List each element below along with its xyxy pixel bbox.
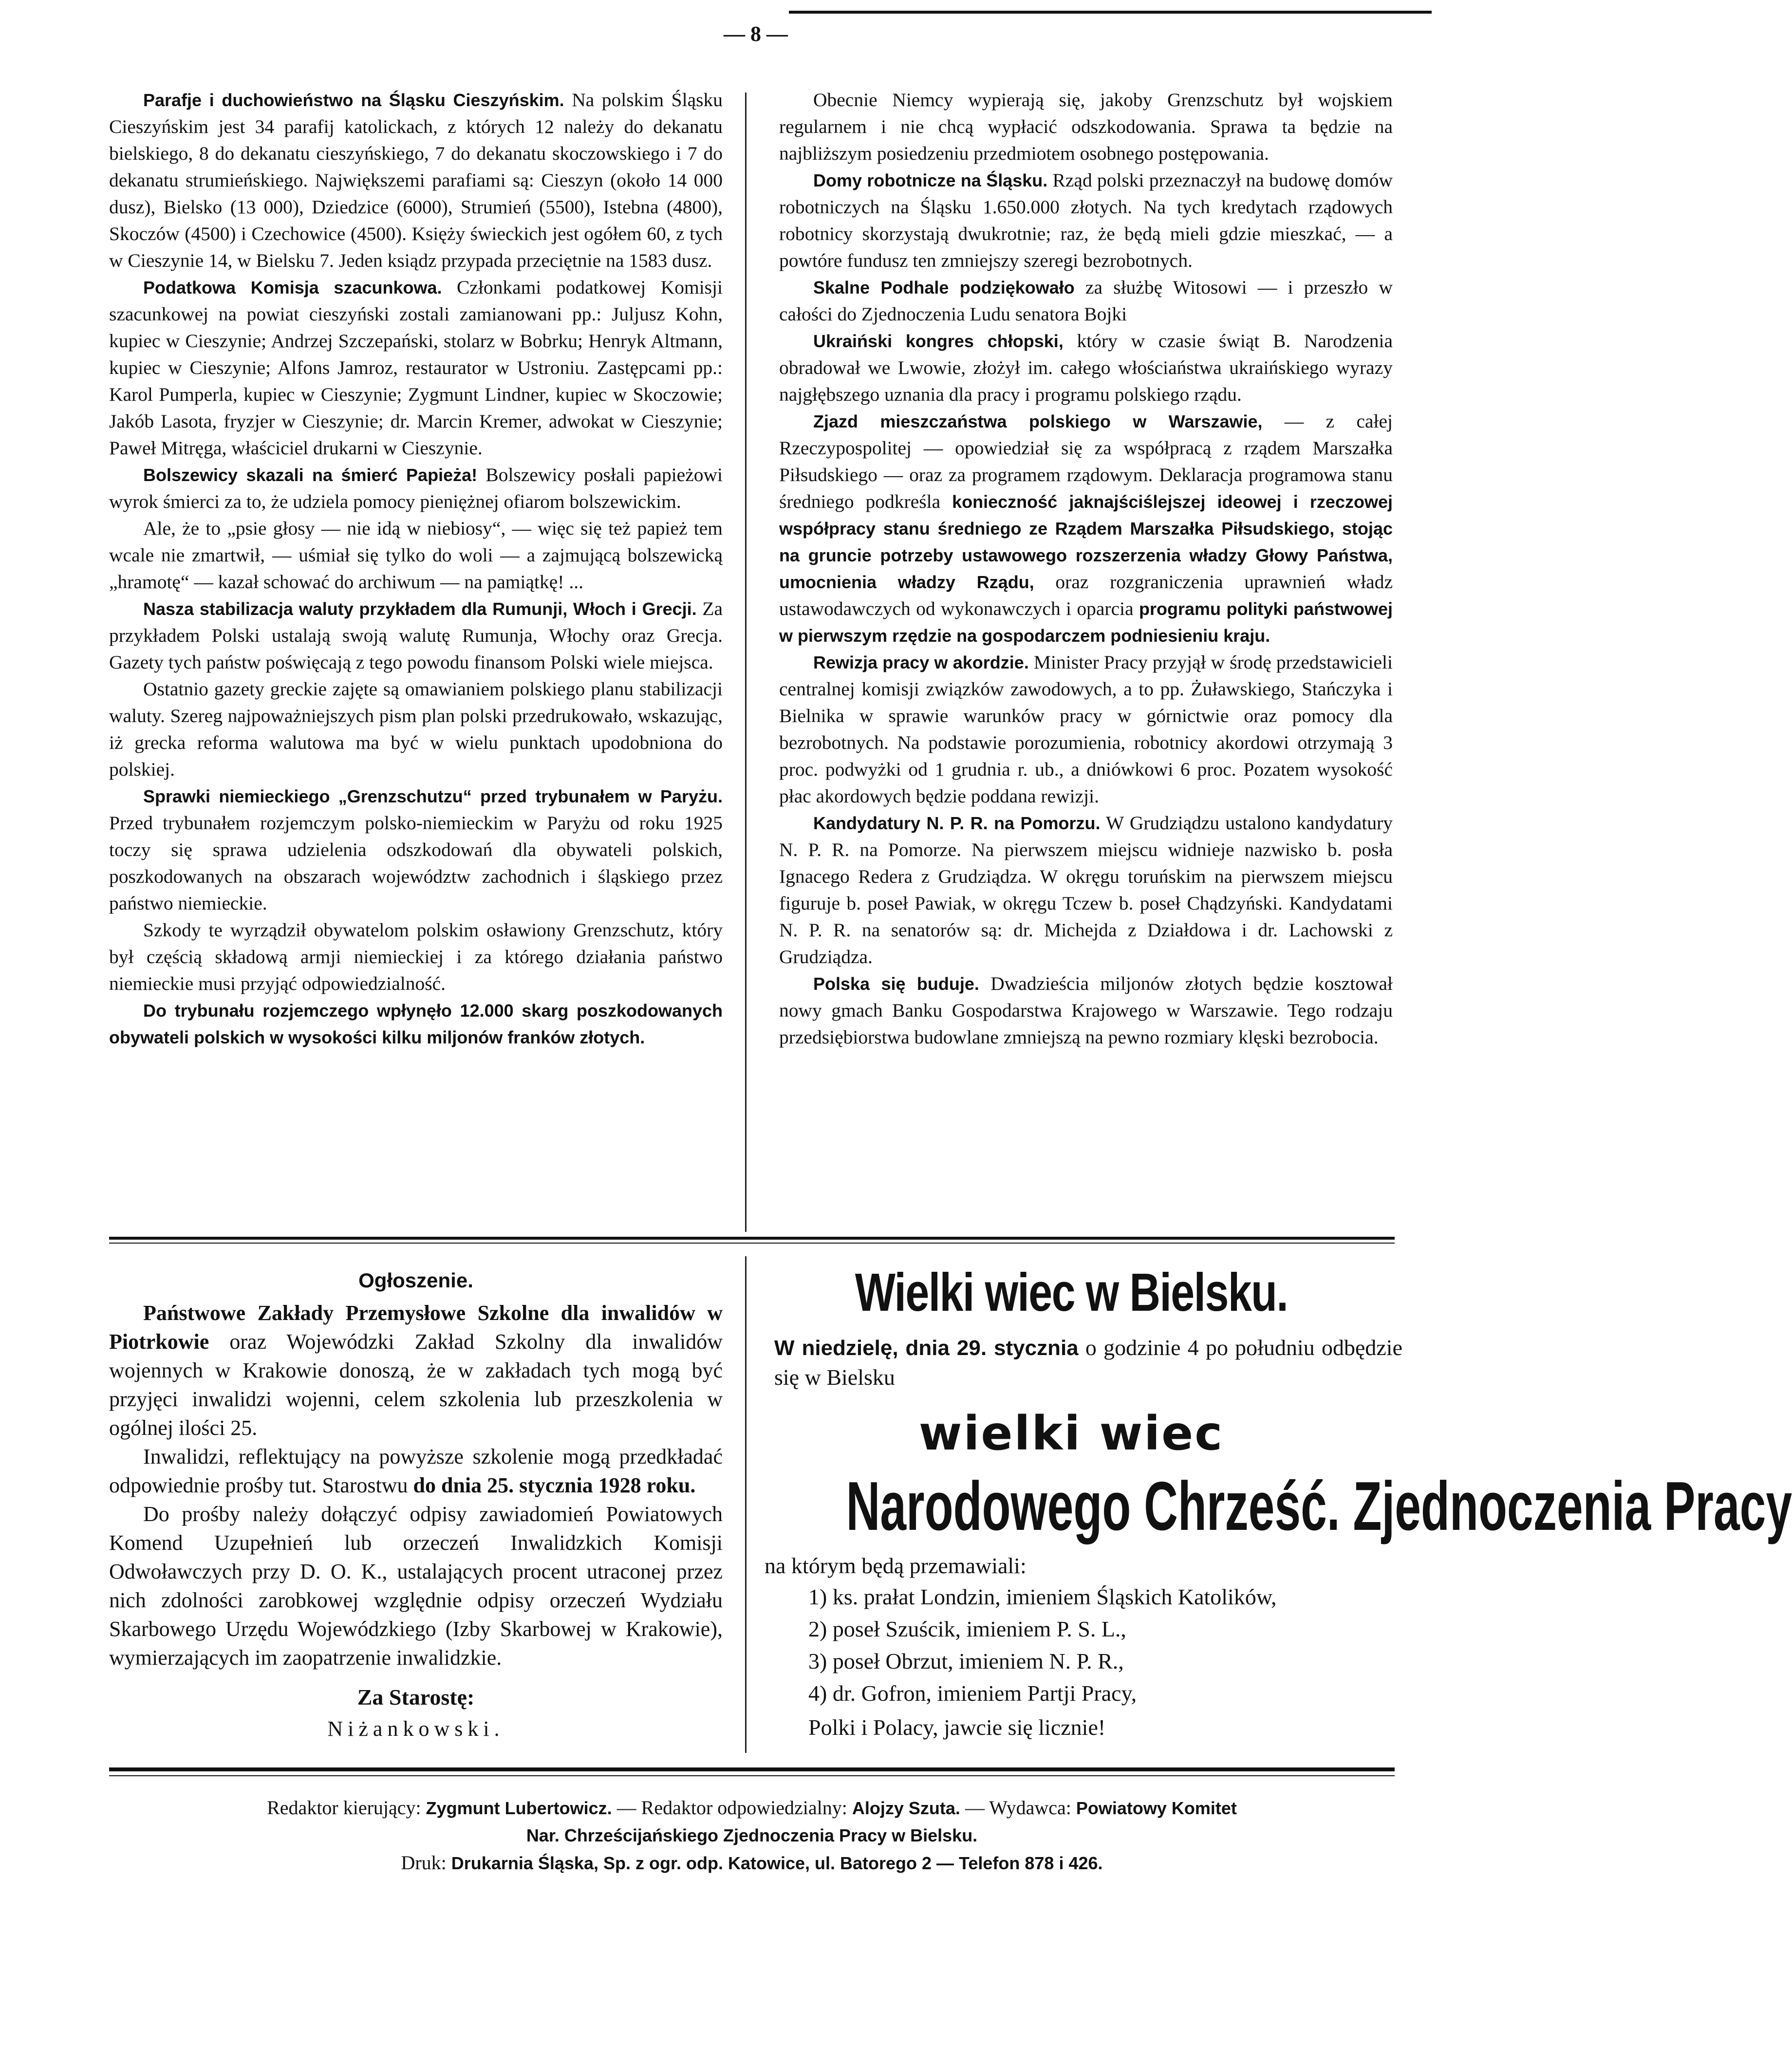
news-item: Szkody te wyrządził obywatelom polskim osławiony Grenzschutz, który był częścią składową armji niemieckiej i za którego działania państwo niemieckie musi przyjąć odpowiedzialność. [109, 919, 723, 994]
rally-big-heading: wielki wiec [918, 1406, 1224, 1461]
speaker-list [740, 1581, 1402, 1710]
right-news-column [779, 87, 1393, 1051]
news-item: Kandydatury N. P. R. na Pomorzu. W Grudziądzu ustalono kandydatury N. P. R. na Pomorze. Na pierwszem miejscu widnieje nazwisko b. posła Ignacego Redera z Grudziądza. W okręgu toruńskim na pierwszem miejscu figuruje b. poseł Pawiak, w okręgu Tczew b. poseł Chądzyński. Kandydatami N. P. R. na senatorów są: dr. Michejda z Działdowa i dr. Lachowski z Grudziądza. [779, 812, 1393, 967]
footer-rule-thin [109, 1775, 1395, 1776]
announcement-paragraph: Do prośby należy dołączyć odpisy zawiadomień Powiatowych Komend Uzupełnień lub orzeczeń Inwalidzkich Komisji Odwoławczych przy D. O. K., ustalających procent utraconej przez nich zdolności zarobkowej względnie odpisy orzeczeń Wydziału Skarbowego Urzędu Wojewódzkiego (Izby Skarbowej w Krakowie), wymierzających im zaopatrzenie inwalidzkie. [109, 1502, 723, 1670]
imprint-line: Nar. Chrześcijańskiego Zjednoczenia Pracy w Bielsku. [526, 1825, 978, 1845]
section-rule-thin [109, 1243, 1395, 1244]
imprint-line: Druk: Drukarnia Śląska, Sp. z ogr. odp. Katowice, ul. Batorego 2 — Telefon 878 i 426. [401, 1852, 1103, 1874]
speaker-item: 4) dr. Gofron, imieniem Partji Pracy, [808, 1681, 1137, 1706]
top-rule [789, 11, 1432, 14]
left-news-column [109, 87, 723, 1051]
signature-name: Niżankowski. [327, 1717, 504, 1741]
announcement-paragraph: Inwalidzi, reflektujący na powyższe szkolenie mogą przedkładać odpowiednie prośby tut. Starostwu do dnia 25. stycznia 1928 roku. [109, 1445, 723, 1497]
news-item: Podatkowa Komisja szacunkowa. Członkami podatkowej Komisji szacunkowej na powiat cieszyński zostali zamianowani pp.: Juljusz Kohn, kupiec w Cieszynie; Andrzej Szczepański, stolarz w Bobrku; Henryk Altmann, kupiec w Cieszynie; Alfons Jamroz, restaurator w Ustroniu. Zastępcami pp.: Karol Pumperla, kupiec w Cieszynie; Zygmunt Lindner, kupiec w Skoczowie; Jakób Lasota, fryzjer w Cieszynie; dr. Marcin Kremer, adwokat w Cieszynie; Paweł Mitręga, właściciel drukarni w Cieszynie. [109, 277, 723, 459]
imprint-line: Redaktor kierujący: Zygmunt Lubertowicz. — Redaktor odpowiedzialny: Alojzy Szuta. — Wydawca: Powiatowy Komitet [267, 1797, 1237, 1819]
news-item: Bolszewicy skazali na śmierć Papieża! Bolszewicy posłali papieżowi wyrok śmierci za to, że udziela pomocy pieniężnej ofiarom bolszewickim. [109, 464, 723, 512]
rally-organization: Narodowego Chrześć. Zjednoczenia Pracy [846, 1468, 1792, 1545]
announcement-title: Ogłoszenie. [358, 1269, 473, 1292]
announcement [109, 1266, 723, 1743]
news-item: Skalne Podhale podziękowało za służbę Witosowi — i przeszło w całości do Zjednoczenia Ludu senatora Bojki [779, 277, 1393, 325]
signature-title: Za Starostę: [357, 1685, 475, 1710]
news-item: Zjazd mieszczaństwa polskiego w Warszawie, — z całej Rzeczypospolitej — opowiedział się za współpracą z rządem Marszałka Piłsudskiego — oraz za programem rządowym. Deklaracja programowa stanu średniego podkreśla konieczność jaknajściślejszej ideowej i rzeczowej współpracy stanu średniego ze Rządem Marszałka Piłsudskiego, stojąc na gruncie potrzeby ustawowego rozszerzenia władzy Głowy Państwa, umocnienia władzy Rządu, oraz rozgraniczenia uprawnień władz ustawodawczych od wykonawczych i oparcia programu polityki państwowej w pierwszym rzędzie na gospodarczem podniesieniu kraju. [779, 410, 1393, 646]
news-item: Sprawki niemieckiego „Grenzschutzu“ przed trybunałem w Paryżu. Przed trybunałem rozjemczym polsko-niemieckim w Paryżu od roku 1925 toczy się sprawa udzielenia odszkodowań dla obywateli polskich, poszkodowanych na obszarach województw zachodnich i śląskiego przez państwo niemieckie. [109, 786, 723, 914]
page-number: — 8 — [724, 22, 788, 46]
news-item: Polska się buduje. Dwadzieścia miljonów złotych będzie kosztował nowy gmach Banku Gospodarstwa Krajowego w Warszawie. Tego rodzaju przedsiębiorstwa budowlane zmniejszą na pewno rozmiary klęski bezrobocia. [779, 973, 1393, 1048]
speaker-item: 1) ks. prałat Londzin, imieniem Śląskich Katolików, [808, 1584, 1277, 1609]
news-item: Parafje i duchowieństwo na Śląsku Cieszyńskim. Na polskim Śląsku Cieszyńskim jest 34 parafij katolickach, z których 12 należy do dekanatu bielskiego, 8 do dekanatu cieszyńskiego, 7 do dekanatu skoczowskiego i 7 do dekanatu strumieńskiego. Największemi parafiami są: Cieszyn (około 14 000 dusz), Bielsko (13 000), Dziedzice (6000), Strumień (5500), Istebna (4800), Skoczów (4500) i Czechowice (4500). Księży świeckich jest ogółem 60, z tych w Cieszynie 14, w Bielsku 7. Jeden ksiądz przypada przeciętnie na 1583 dusz. [109, 89, 723, 271]
news-item: Obecnie Niemcy wypierają się, jakoby Grenzschutz był wojskiem regularnem i nie chcą wypłacić odszkodowania. Sprawa ta będzie na najbliższym posiedzeniu przedmiotem osobnego postępowania. [779, 89, 1393, 164]
news-item: Domy robotnicze na Śląsku. Rząd polski przeznaczył na budowę domów robotniczych na Śląsku 1.650.000 złotych. Na tych kredytach rządowych robotnicy skorzystają dwukrotnie; raz, że będą mieli gdzie mieszkać, — a powtóre fundusz ten zmniejszy szeregi bezrobotnych. [779, 169, 1393, 271]
announcement-paragraph: Państwowe Zakłady Przemysłowe Szkolne dla inwalidów w Piotrkowie oraz Wojewódzki Zakład Szkolny dla inwalidów wojennych w Krakowie donoszą, że w zakładach tych mogą być przyjęci inwalidzi wojenni, celem szkolenia lub przeszkolenia w ogólnej ilości 25. [109, 1301, 723, 1440]
news-item: Ostatnio gazety greckie zajęte są omawianiem polskiego planu stabilizacji waluty. Szereg najpoważniejszych pism plan polski przedrukowało, wskazując, iż grecka reforma walutowa ma być w wielu punktach upodobniona do polskiej. [109, 678, 723, 780]
rally-title: Wielki wiec w Bielsku. [855, 1263, 1288, 1322]
news-item: Do trybunału rozjemczego wpłynęło 12.000 skarg poszkodowanych obywateli polskich w wysokości kilku miljonów franków złotych. [109, 1001, 723, 1047]
news-item: Nasza stabilizacja waluty przykładem dla Rumunji, Włoch i Grecji. Za przykładem Polski ustalają swoją walutę Rumunja, Włochy oraz Grecja. Gazety tych państw poświęcają z tego powodu finansom Polski wiele miejsca. [109, 598, 723, 673]
footer-rule [109, 1767, 1395, 1771]
speaker-item: 3) poseł Obrzut, imieniem N. P. R., [808, 1649, 1124, 1673]
news-item: Rewizja pracy w akordzie. Minister Pracy przyjął w środę przedstawicieli centralnej komisji związków zawodowych, a to pp. Żuławskiego, Stańczyka i Bielnika w sprawie warunków pracy w górnictwie oraz pomocy dla bezrobotnych. Na podstawie porozumienia, robotnicy akordowi otrzymają 3 proc. podwyżki od 1 grudnia r. ub., a dniówkowi 6 proc. Pozatem wysokość płac akordowych będzie poddana rewizji. [779, 651, 1393, 807]
column-divider [745, 93, 747, 1232]
news-item: Ukraiński kongres chłopski, który w czasie świąt B. Narodzenia obradował we Lwowie, złożył im. całego włościaństwa ukraińskiego wyrazy najgłębszego uznania dla pracy i programu polskiego rządu. [779, 330, 1393, 405]
imprint [109, 1794, 1395, 1877]
news-item: Ale, że to „psie głosy — nie idą w niebiosy“, — więc się też papież tem wcale nie zmartwił, — uśmiał się tylko do woli — a zajmującą bolszewicką „hramotę“ — kazał schować do archiwum — na pamiątkę! ... [109, 518, 723, 593]
speaker-item: 2) poseł Szuścik, imieniem P. S. L., [808, 1617, 1126, 1641]
rally-closing: Polki i Polacy, jawcie się licznie! [808, 1715, 1106, 1740]
rally-intro: W niedzielę, dnia 29. stycznia o godzinie 4 po południu odbędzie się w Bielsku [774, 1335, 1402, 1390]
rally-advert [740, 1261, 1792, 1744]
speakers-intro: na którym będą przemawiali: [765, 1553, 1027, 1578]
section-rule [109, 1237, 1395, 1240]
